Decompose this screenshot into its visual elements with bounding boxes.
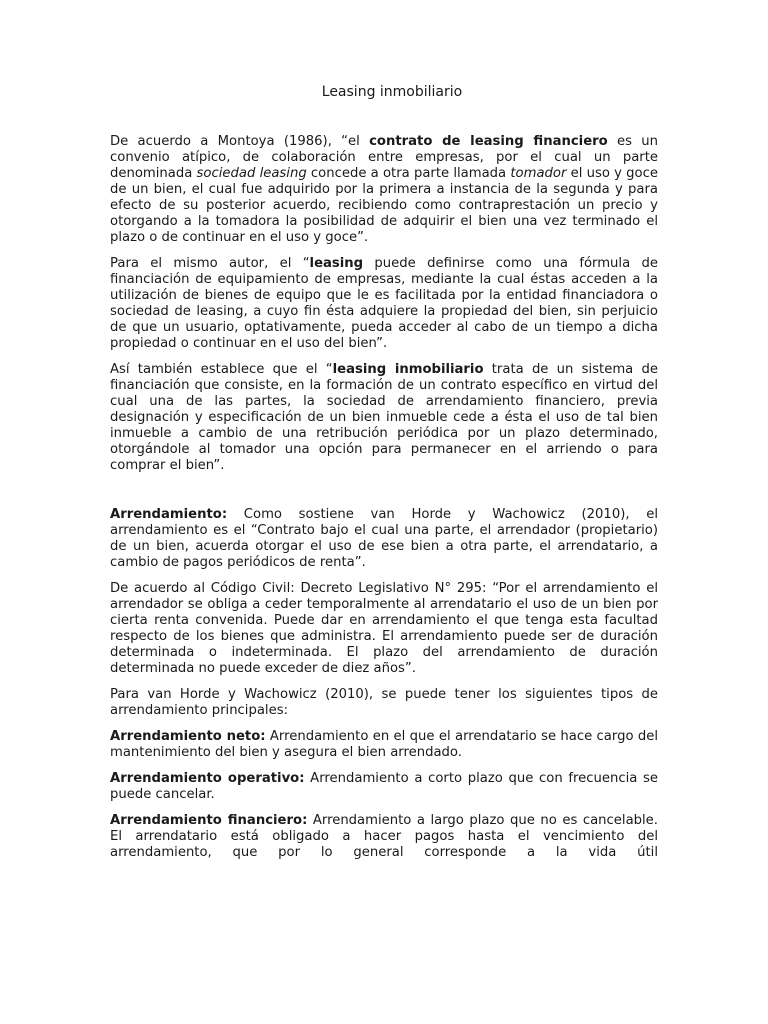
p1-text-g: el uso y goce de un bien, el cual fue adquirido por la primera a instancia de la segunda y para efecto de su posterior acuerdo, recibiendo como contraprestación un precio y otorgando a la tomadora la posibilidad de adquirir el bien una vez terminado el plazo o de continuar en el uso y goce”. [110, 166, 658, 245]
document-title: Leasing inmobiliario [321, 84, 463, 100]
p2-bold-term: leasing [309, 256, 364, 271]
p8-bold-term: Arrendamiento operativo: [110, 771, 305, 786]
paragraph-arrendamiento [110, 507, 658, 571]
p1-text-c: es un convenio atípico, de colaboración entre empresas, por el cual un parte denominada [110, 134, 658, 181]
p2-text-a: Para el mismo autor, el “ [110, 256, 310, 271]
p4-text-b: Como sostiene van Horde y Wachowicz (2010), el arrendamiento es el “Contrato bajo el cual una parte, el arrendador (propietario) de un bien, acuerda otorgar el uso de ese bien a otra parte, el arrendatario, a cambio de pagos periódicos de renta”. [110, 507, 658, 570]
paragraph-leasing-definicion [110, 256, 658, 352]
p7-text-b: Arrendamiento en el que el arrendatario se hace cargo del mantenimiento del bien y asegura el bien arrendado. [110, 729, 659, 760]
paragraph-codigo-civil: De acuerdo al Código Civil: Decreto Legislativo N° 295: “Por el arrendamiento el arrendador se obliga a ceder temporalmente al arrendatario el uso de un bien por cierta renta convenida. Puede dar en arrendamiento el que tenga esta facultad respecto de los bienes que administra. El arrendamiento puede ser de duración determinada o indeterminada. El plazo del arrendamiento de duración determinada no puede exceder de diez años”. [110, 581, 658, 676]
p7-bold-term: Arrendamiento neto: [110, 729, 266, 744]
p1-italic-tomador: tomador [510, 166, 567, 181]
p1-text-e: concede a otra parte llamada [306, 166, 511, 181]
paragraph-arrendamiento-financiero [110, 813, 658, 861]
paragraph-arrendamiento-neto [110, 729, 658, 761]
p9-text-b: Arrendamiento a largo plazo que no es cancelable. El arrendatario está obligado a hacer pagos hasta el vencimiento del arrendamiento, que por lo general corresponde a la vida útil [110, 813, 658, 860]
paragraph-tipos-arrendamiento: Para van Horde y Wachowicz (2010), se puede tener los siguientes tipos de arrendamiento principales: [110, 687, 658, 718]
p4-bold-term: Arrendamiento: [110, 507, 228, 522]
section-spacer [110, 484, 658, 507]
p1-bold-term: contrato de leasing financiero [369, 134, 608, 149]
p3-text-a: Así también establece que el “ [110, 362, 333, 377]
document-page [110, 82, 658, 871]
p8-text-b: Arrendamiento a corto plazo que con frecuencia se puede cancelar. [110, 771, 658, 802]
p1-text-a: De acuerdo a Montoya (1986), “el [110, 134, 370, 149]
paragraph-leasing-inmobiliario [110, 362, 658, 474]
paragraph-arrendamiento-operativo [110, 771, 658, 803]
p1-italic-term: sociedad leasing [196, 166, 307, 181]
p3-text-c: trata de un sistema de financiación que consiste, en la formación de un contrato específico en virtud del cual una de las partes, la sociedad de arrendamiento financiero, previa designación y especificación de un bien inmueble cede a ésta el uso de tal bien inmueble a cambio de una retribución periódica por un plazo determinado, otorgándole al tomador una opción para permanecer en el arriendo o para comprar el bien”. [110, 362, 658, 473]
p3-bold-term: leasing inmobiliario [332, 362, 484, 377]
p2-text-c: puede definirse como una fórmula de financiación de equipamiento de empresas, mediante la cual éstas acceden a la utilización de bienes de equipo que le es facilitada por la entidad financiadora o sociedad de leasing, a cuyo fin ésta adquiere la propiedad del bien, sin perjuicio de que un usuario, optativamente, pueda acceder al cabo de un tiempo a dicha propiedad o continuar en el uso del bien”. [110, 256, 658, 351]
paragraph-leasing-financiero [110, 134, 658, 246]
p9-bold-term: Arrendamiento financiero: [110, 813, 308, 828]
